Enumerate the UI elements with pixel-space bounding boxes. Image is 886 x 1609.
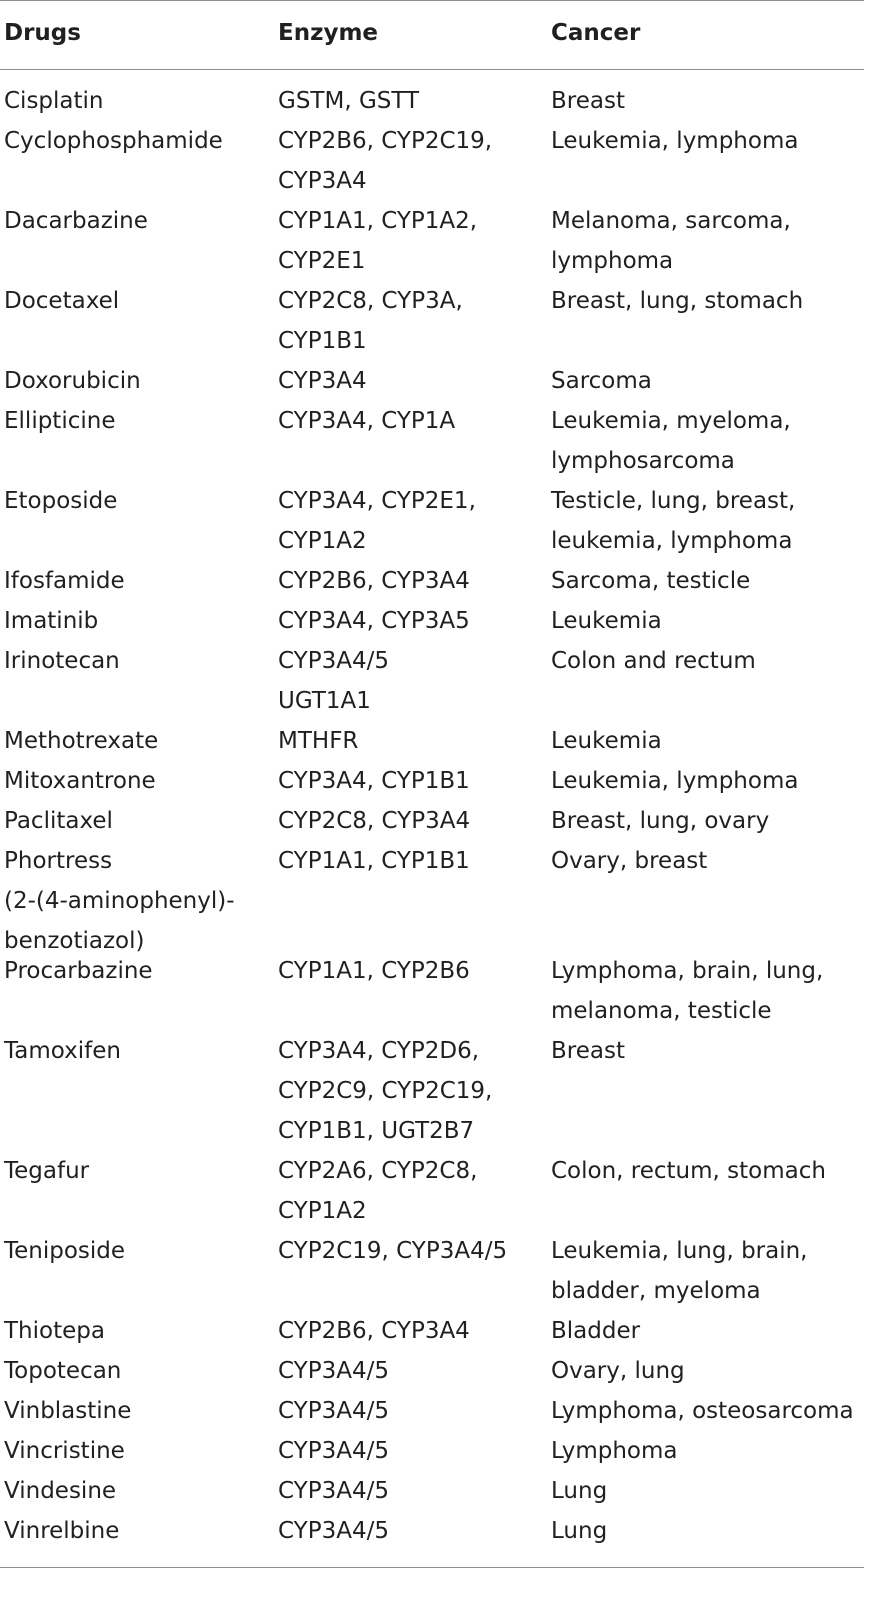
table-row (0, 281, 864, 361)
drug-cell-line: Doxorubicin (4, 368, 141, 394)
drug-cell (4, 81, 104, 121)
drug-cell-line: Mitoxantrone (4, 768, 156, 794)
drug-cell (4, 721, 158, 761)
cancer-cell-line: Testicle, lung, breast, (551, 488, 796, 514)
enzyme-cell (278, 841, 470, 881)
cancer-cell-line: lymphosarcoma (551, 448, 735, 474)
enzyme-cell (278, 1311, 470, 1351)
cancer-cell (551, 281, 803, 321)
enzyme-cell-line: CYP1B1 (278, 328, 367, 354)
drug-cell (4, 481, 117, 521)
drug-cell (4, 281, 119, 321)
cancer-cell-line: Lymphoma, osteosarcoma (551, 1398, 854, 1424)
enzyme-cell-line: GSTM, GSTT (278, 88, 420, 114)
table-bottom-rule (0, 1567, 864, 1568)
drug-cell-line: Methotrexate (4, 728, 159, 754)
enzyme-cell (278, 1231, 507, 1271)
enzyme-cell (278, 401, 455, 441)
enzyme-cell-line: CYP2A6, CYP2C8, (278, 1158, 478, 1184)
cancer-cell (551, 1351, 685, 1391)
table-row (0, 1151, 864, 1231)
enzyme-cell-line: CYP3A4/5 (278, 1518, 389, 1544)
cancer-cell (551, 1311, 640, 1351)
enzyme-cell (278, 121, 492, 201)
drug-cell (4, 1471, 116, 1511)
table-body (0, 81, 886, 1551)
enzyme-cell-line: CYP3A4/5 (278, 1398, 389, 1424)
cancer-cell-line: Leukemia, lymphoma (551, 128, 799, 154)
cancer-cell (551, 951, 823, 1031)
drug-cell-line: Procarbazine (4, 958, 153, 984)
drug-cell-line: Cisplatin (4, 88, 104, 114)
enzyme-cell-line: CYP1A1, CYP1A2, (278, 208, 478, 234)
cancer-cell (551, 801, 769, 841)
drug-cell (4, 1231, 125, 1271)
drug-cell-line: Vinblastine (4, 1398, 132, 1424)
enzyme-cell-line: CYP3A4/5 (278, 1478, 389, 1504)
table-row (0, 1311, 864, 1351)
drug-cell-line: Vincristine (4, 1438, 125, 1464)
drug-cell-line: Tegafur (4, 1158, 90, 1184)
cancer-cell (551, 641, 756, 681)
cancer-cell (551, 1391, 854, 1431)
enzyme-cell-line: CYP3A4, CYP2E1, (278, 488, 476, 514)
cancer-cell (551, 1471, 607, 1511)
cancer-cell (551, 121, 798, 161)
drug-cell-line: Vindesine (4, 1478, 117, 1504)
enzyme-cell (278, 1391, 389, 1431)
table-row (0, 801, 864, 841)
cancer-cell-line: melanoma, testicle (551, 998, 772, 1024)
cancer-cell-line: Colon and rectum (551, 648, 756, 674)
enzyme-cell (278, 361, 367, 401)
cancer-cell-line: Lung (551, 1478, 608, 1504)
cancer-cell (551, 761, 798, 801)
cancer-cell (551, 481, 795, 561)
drug-cell-line: Topotecan (4, 1358, 122, 1384)
table-row (0, 121, 864, 201)
cancer-cell-line: Colon, rectum, stomach (551, 1158, 826, 1184)
enzyme-cell-line: CYP3A4, CYP2D6, (278, 1038, 480, 1064)
drug-cell-line: Cyclophosphamide (4, 128, 223, 154)
table-row (0, 1231, 864, 1311)
drug-cell (4, 121, 223, 161)
drug-cell-line: Imatinib (4, 608, 99, 634)
drug-cell (4, 1311, 105, 1351)
cancer-cell (551, 1151, 826, 1191)
cancer-cell-line: Leukemia, myeloma, (551, 408, 791, 434)
enzyme-cell (278, 561, 470, 601)
drug-cell-line: Ifosfamide (4, 568, 125, 594)
cancer-cell (551, 721, 662, 761)
drug-cell-line: Docetaxel (4, 288, 120, 314)
cancer-cell-line: Sarcoma (551, 368, 652, 394)
enzyme-cell (278, 801, 470, 841)
table-row (0, 761, 864, 801)
cancer-cell-line: bladder, myeloma (551, 1278, 761, 1304)
cancer-cell-line: Sarcoma, testicle (551, 568, 751, 594)
cancer-cell (551, 1231, 808, 1311)
enzyme-cell-line: CYP1A2 (278, 1198, 367, 1224)
table-row (0, 81, 864, 121)
enzyme-cell-line: CYP2C19, CYP3A4/5 (278, 1238, 508, 1264)
cancer-cell-line: Breast, lung, stomach (551, 288, 804, 314)
drug-cell (4, 951, 153, 991)
drug-cell-line: (2-(4-aminophenyl)- (4, 888, 235, 914)
enzyme-cell (278, 1031, 492, 1151)
drug-cell-line: Ellipticine (4, 408, 116, 434)
table-row (0, 641, 864, 721)
drug-cell (4, 1031, 121, 1071)
header-enzyme: Enzyme (278, 20, 379, 46)
enzyme-cell (278, 481, 476, 561)
enzyme-cell-line: CYP1A1, CYP1B1 (278, 848, 470, 874)
drug-cell-line: benzotiazol) (4, 928, 145, 954)
table-row (0, 201, 864, 281)
cancer-cell (551, 1511, 607, 1551)
table-row (0, 561, 864, 601)
cancer-cell (551, 201, 791, 281)
drug-cell-line: Tamoxifen (4, 1038, 121, 1064)
table-row (0, 1471, 864, 1511)
cancer-cell-line: Leukemia, lung, brain, (551, 1238, 808, 1264)
table-row (0, 1031, 864, 1151)
drug-cell (4, 1431, 125, 1471)
enzyme-cell-line: CYP2B6, CYP2C19, (278, 128, 493, 154)
enzyme-cell-line: CYP2C8, CYP3A, (278, 288, 463, 314)
table-row (0, 1351, 864, 1391)
cancer-cell (551, 81, 625, 121)
enzyme-cell-line: CYP2C8, CYP3A4 (278, 808, 471, 834)
drug-cell-line: Irinotecan (4, 648, 120, 674)
cancer-cell-line: Breast (551, 1038, 625, 1064)
table-row (0, 841, 864, 954)
cancer-cell-line: Melanoma, sarcoma, (551, 208, 791, 234)
enzyme-cell-line: CYP3A4 (278, 168, 367, 194)
drug-cell (4, 841, 235, 961)
table-row (0, 1391, 864, 1431)
table-header-row (0, 17, 864, 49)
enzyme-cell (278, 81, 419, 121)
table-row (0, 951, 864, 1031)
enzyme-cell-line: CYP3A4, CYP1A (278, 408, 456, 434)
cancer-cell (551, 1431, 677, 1471)
enzyme-cell (278, 951, 470, 991)
enzyme-cell-line: CYP1A1, CYP2B6 (278, 958, 470, 984)
enzyme-cell (278, 201, 477, 281)
cancer-cell-line: Leukemia, lymphoma (551, 768, 799, 794)
drug-cell (4, 601, 98, 641)
header-cancer: Cancer (551, 20, 641, 46)
drug-cell-line: Etoposide (4, 488, 118, 514)
table-header-rule (0, 69, 864, 70)
cancer-cell-line: Ovary, breast (551, 848, 708, 874)
cancer-cell-line: Leukemia (551, 608, 662, 634)
cancer-cell-line: Ovary, lung (551, 1358, 685, 1384)
cancer-cell-line: Lymphoma (551, 1438, 678, 1464)
drug-cell-line: Dacarbazine (4, 208, 148, 234)
table-row (0, 1431, 864, 1471)
enzyme-cell-line: CYP3A4/5 (278, 648, 389, 674)
enzyme-cell (278, 1431, 389, 1471)
enzyme-cell (278, 1151, 477, 1231)
cancer-cell-line: Leukemia (551, 728, 662, 754)
enzyme-cell-line: CYP3A4/5 (278, 1438, 389, 1464)
enzyme-cell (278, 281, 463, 361)
cancer-cell (551, 601, 662, 641)
cancer-cell-line: lymphoma (551, 248, 674, 274)
enzyme-cell (278, 1511, 389, 1551)
table-row (0, 481, 864, 561)
enzyme-cell-line: CYP2E1 (278, 248, 366, 274)
table-row (0, 721, 864, 761)
drug-cell (4, 201, 148, 241)
table-row (0, 1511, 864, 1551)
drug-cell (4, 361, 141, 401)
enzyme-cell (278, 761, 470, 801)
header-drugs: Drugs (4, 20, 81, 46)
drug-cell (4, 1391, 131, 1431)
enzyme-cell-line: CYP1A2 (278, 528, 367, 554)
enzyme-cell-line: UGT1A1 (278, 688, 371, 714)
cancer-cell (551, 1031, 625, 1071)
cancer-cell-line: Bladder (551, 1318, 641, 1344)
cancer-cell (551, 361, 652, 401)
drug-cell (4, 1511, 119, 1551)
table-top-rule (0, 0, 864, 1)
enzyme-cell (278, 1471, 389, 1511)
drug-cell-line: Teniposide (4, 1238, 126, 1264)
cancer-cell-line: Lymphoma, brain, lung, (551, 958, 824, 984)
drug-cell (4, 561, 125, 601)
cancer-cell-line: Breast, lung, ovary (551, 808, 770, 834)
drug-cell (4, 761, 156, 801)
enzyme-cell-line: CYP3A4, CYP3A5 (278, 608, 470, 634)
enzyme-cell-line: CYP1B1, UGT2B7 (278, 1118, 475, 1144)
enzyme-cell-line: CYP3A4 (278, 368, 367, 394)
enzyme-cell (278, 601, 470, 641)
enzyme-cell (278, 721, 358, 761)
table-row (0, 361, 864, 401)
drug-cell-line: Thiotepa (4, 1318, 105, 1344)
drug-cell (4, 401, 115, 441)
enzyme-cell-line: CYP2B6, CYP3A4 (278, 568, 470, 594)
table-row (0, 401, 864, 481)
drug-cell (4, 1151, 89, 1191)
cancer-cell-line: leukemia, lymphoma (551, 528, 793, 554)
cancer-cell (551, 841, 707, 881)
enzyme-cell-line: MTHFR (278, 728, 359, 754)
cancer-cell (551, 401, 791, 481)
cancer-cell (551, 561, 750, 601)
drug-cell-line: Phortress (4, 848, 113, 874)
enzyme-cell-line: CYP3A4/5 (278, 1358, 389, 1384)
enzyme-cell (278, 1351, 389, 1391)
drug-cell (4, 801, 113, 841)
drug-cell-line: Vinrelbine (4, 1518, 120, 1544)
enzyme-cell-line: CYP2C9, CYP2C19, (278, 1078, 493, 1104)
cancer-cell-line: Breast (551, 88, 625, 114)
drug-cell-line: Paclitaxel (4, 808, 113, 834)
drug-cell (4, 1351, 121, 1391)
table-row (0, 601, 864, 641)
enzyme-cell (278, 641, 389, 721)
enzyme-cell-line: CYP3A4, CYP1B1 (278, 768, 470, 794)
cancer-cell-line: Lung (551, 1518, 608, 1544)
drug-cell (4, 641, 120, 681)
enzyme-cell-line: CYP2B6, CYP3A4 (278, 1318, 470, 1344)
